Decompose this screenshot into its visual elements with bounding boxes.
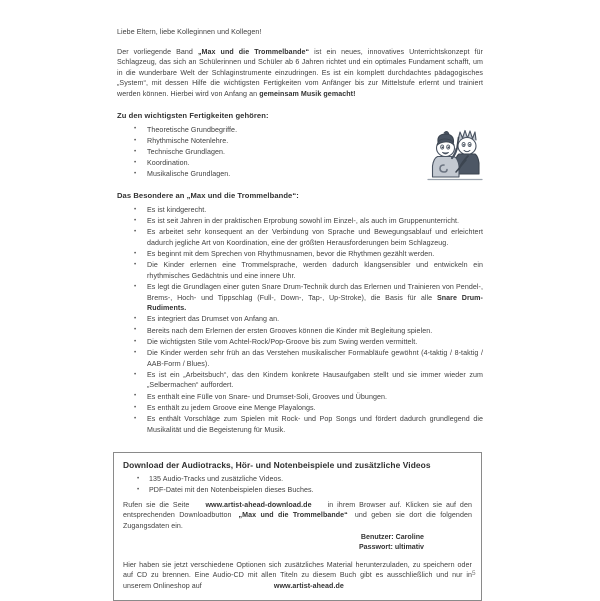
credentials-block bbox=[123, 532, 472, 553]
final-paragraph-text: Hier haben sie jetzt verschiedene Optionen sich zusätzliches Material herunterzuladen, zu speichern oder auf CD zu brennen. Eine Audio-CD mit allen Titeln zu diesem Buch gibt es ausschließlich und nur in unserem Onlineshop auf bbox=[123, 560, 472, 590]
list-item: • Musikalische Grundlagen. bbox=[117, 169, 483, 180]
list-item: • Es enthält Vorschläge zum Spielen mit Rock- und Pop Songs und fördert dadurch grundlegend die Musikalität und die Begeisterung für Musik. bbox=[117, 414, 483, 435]
children-drummers-illustration bbox=[418, 122, 492, 190]
intro-bold-tail: gemeinsam Musik gemacht! bbox=[259, 89, 356, 98]
download-list bbox=[123, 474, 472, 496]
list-item: • Koordination. bbox=[117, 158, 483, 169]
list-item: • Die Kinder werden sehr früh an das Verstehen musikalischer Formabläufe gewöhnt (4-taktig / 8-taktig / AAB-Form / Blues). bbox=[117, 348, 483, 369]
list-item: • 135 Audio-Tracks und zusätzliche Videos. bbox=[123, 474, 472, 485]
list-item: • Rhythmische Notenlehre. bbox=[117, 136, 483, 147]
skills-heading: Zu den wichtigsten Fertigkeiten gehören: bbox=[117, 110, 269, 120]
download-final-paragraph bbox=[123, 560, 472, 592]
special-heading: Das Besondere an „Max und die Trommelbande“: bbox=[117, 190, 299, 200]
page-number: 5 bbox=[472, 570, 476, 577]
list-item: • Es ist kindgerecht. bbox=[117, 205, 483, 216]
list-item: • Es ist seit Jahren in der praktischen Erprobung sowohl im Einzel-, als auch im Gruppenunterricht. bbox=[117, 216, 483, 227]
download-url[interactable]: www.artist-ahead-download.de bbox=[205, 500, 312, 509]
list-item: • Es enthält eine Fülle von Snare- und Drumset-Soli, Grooves und Übungen. bbox=[117, 392, 483, 403]
greeting-line: Liebe Eltern, liebe Kolleginnen und Kollegen! bbox=[117, 28, 262, 36]
password-line: Passwort: ultimativ bbox=[358, 543, 424, 552]
list-item: • PDF-Datei mit den Notenbeispielen dieses Buches. bbox=[123, 485, 472, 496]
list-item: • Bereits nach dem Erlernen der ersten Grooves können die Kinder mit Begleitung spielen. bbox=[117, 326, 483, 337]
intro-paragraph bbox=[117, 47, 483, 100]
download-instructions bbox=[123, 500, 472, 532]
list-item: • Die wichtigsten Stile vom Achtel-Rock/Pop-Groove bis zum Swing werden vermittelt. bbox=[117, 337, 483, 348]
list-item: • Theoretische Grundbegriffe. bbox=[117, 125, 483, 136]
instructions-part3: und geben sie dort die folgenden Zugangsdaten ein. bbox=[123, 511, 473, 530]
list-item-text: Es legt die Grundlagen einer guten Snare Drum-Technik durch das Erlernen und Trainieren von Pendel-, Brems-, Hoch- und Tippschlag (Full-, Down-, Tap-, Up-Stroke), die Basis für alle bbox=[147, 283, 483, 302]
list-item bbox=[117, 282, 483, 314]
download-box bbox=[113, 452, 482, 601]
list-item-bold-tail: Snare Drum-Rudiments. bbox=[147, 293, 483, 313]
list-item: • Die Kinder erlernen eine Trommelsprache, werden dadurch klangsensibler und entwickeln ein rhythmisches Gedächtnis und eine innere Uhr. bbox=[117, 260, 483, 281]
book-title: „Max und die Trommelbande“ bbox=[197, 47, 310, 56]
shop-url[interactable]: www.artist-ahead.de bbox=[273, 581, 344, 590]
download-button-label[interactable]: „Max und die Trommelbande“ bbox=[238, 511, 348, 520]
list-item: • Technische Grundlagen. bbox=[117, 147, 483, 158]
document-content bbox=[117, 27, 483, 446]
username-line: Benutzer: Caroline bbox=[360, 532, 424, 541]
intro-part1: Der vorliegende Band bbox=[117, 47, 198, 56]
intro-part2: ist ein neues, innovatives Unterrichtskonzept für Schlagzeug, das sich an Schülerinnen und Schüler ab 6 Jahren richtet und ein optimales Fundament schafft, um in die wunderbare Welt der Schlaginstrumente einzudringen. Es ist ein komplett durchdachtes pädagogisches „System“, mit dessen Hilfe die wichtigsten Fertigkeiten vom Anfänger bis zur Mittelstufe erlernt und trainiert werden können. Hierbei wird von Anfang an bbox=[117, 47, 483, 98]
list-item: • Es beginnt mit dem Sprechen von Rhythmusnamen, bevor die Rhythmen gezählt werden. bbox=[117, 249, 483, 260]
list-item: • Es integriert das Drumset von Anfang an. bbox=[117, 314, 483, 325]
list-item: • Es ist ein „Arbeitsbuch“, das den Kindern konkrete Hausaufgaben stellt und sie immer wieder zum „Selbermachen“ auffordert. bbox=[117, 370, 483, 391]
list-item: • Es enthält zu jedem Groove eine Menge Playalongs. bbox=[117, 403, 483, 414]
instructions-part2: in ihrem Browser auf. Klicken sie auf den entsprechenden Downloadbutton bbox=[123, 500, 472, 520]
instructions-part1: Rufen sie die Seite bbox=[123, 500, 190, 509]
list-item: • Es arbeitet sehr konsequent an der Verbindung von Sprache und Bewegungsablauf und erleichtert dadurch jegliche Art von Koordination, eine der größten Herausforderungen beim Schlagzeug. bbox=[117, 227, 483, 248]
download-heading: Download der Audiotracks, Hör- und Notenbeispiele und zusätzliche Videos bbox=[123, 460, 431, 470]
special-list bbox=[117, 205, 483, 435]
